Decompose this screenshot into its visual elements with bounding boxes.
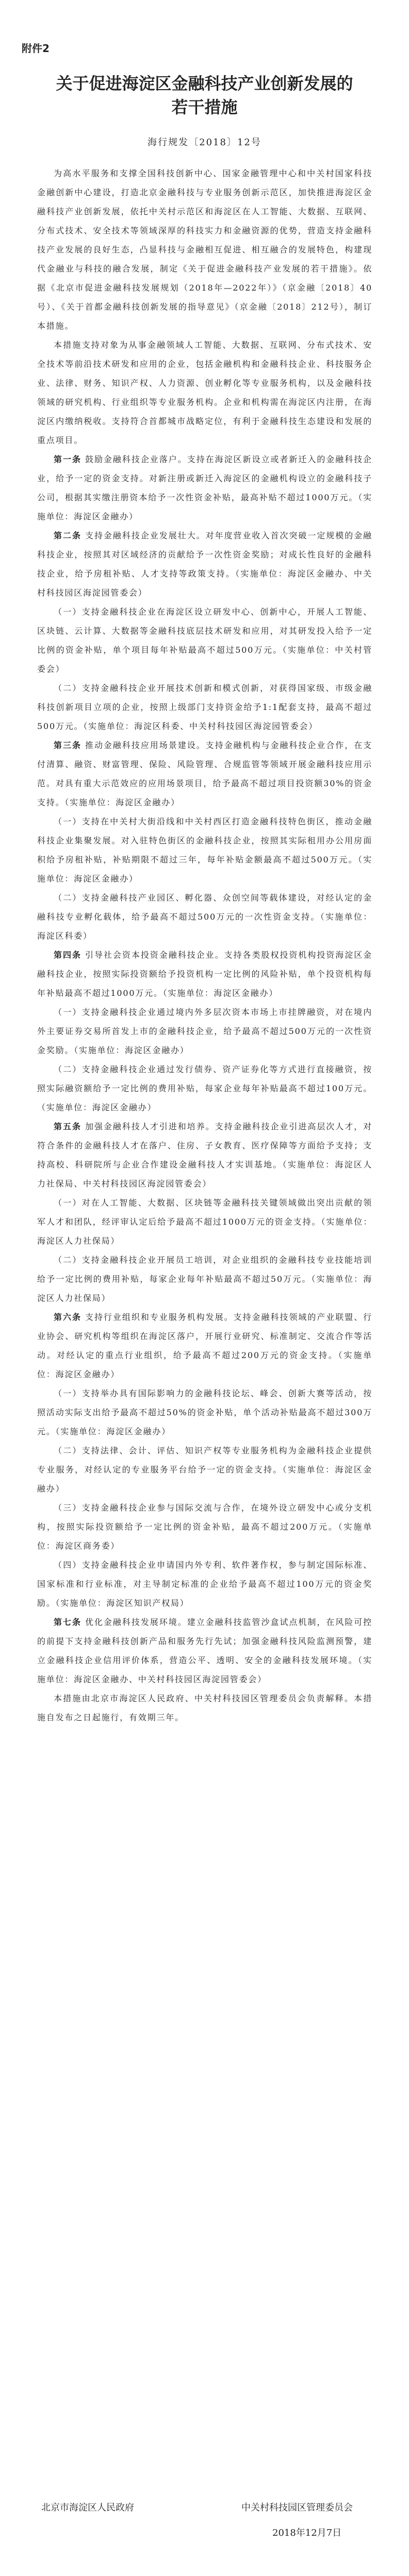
paragraph-text: （四）支持金融科技企业申请国内外专利、软件著作权，参与制定国际标准、国家标准和行业标准，对主导制定标准的企业给予最高不超过100万元的资金奖励。（实施单位：海淀区知识产权局）: [37, 1560, 372, 1608]
article-heading: 第四条: [54, 950, 81, 960]
document-title-line-1: 关于促进海淀区金融科技产业创新发展的: [56, 74, 353, 93]
body-paragraph: [37, 1250, 372, 1308]
paragraph-text: 推动金融科技应用场景建设。支持金融机构与金融科技企业合作，在支付清算、融资、财富管理、保险、风险管理、合规监管等领域开展金融科技应用示范。对具有重大示范效应的应用场景项目，给予最高不超过项目投资额30%的资金支持。（实施单位：海淀区金融办）: [37, 740, 372, 807]
paragraph-text: （二）支持法律、会计、评估、知识产权等专业服务机构为金融科技企业提供专业服务，对经认定的专业服务平台给予一定的资金支持。（实施单位：海淀区金融办）: [37, 1446, 372, 1494]
paragraph-text: （一）支持金融科技企业通过境内外多层次资本市场上市挂牌融资，对在境内外主要证券交易所首发上市的金融科技企业，给予最高不超过500万元的一次性资金奖励。（实施单位：海淀区金融办）: [37, 1007, 372, 1055]
paragraph-text: 为高水平服务和支撑全国科技创新中心、国家金融管理中心和中关村国家科技金融创新中心建设，打造北京金融科技与专业服务创新示范区，加快推进海淀区金融科技产业创新发展，依托中关村示范区和海淀区在人工智能、大数据、互联网、分布式技术、安全技术等领域深厚的科技实力和金融资源的优势，营造支持金融科技产业发展的良好生态，凸显科技与金融相互促进、相互融合的发展特色，构建现代金融业与科技的融合发展，制定《关于促进金融科技产业发展的若干措施》。依据《北京市促进金融科技发展规划（2018年—2022年）》（京金融〔2018〕40号）、《关于首都金融科技创新发展的指导意见》（京金融〔2018〕212号），制订本措施。: [37, 168, 372, 331]
signature-right: 中关村科技园区管理委员会: [241, 2502, 353, 2513]
paragraph-text: （三）支持金融科技企业参与国际交流与合作，在境外设立研发中心或分支机构，按照实际投资额给予一定比例的资金补贴，最高不超过200万元。（实施单位：海淀区商务委）: [37, 1503, 372, 1551]
article-heading: 第三条: [54, 740, 81, 750]
body-paragraph: [37, 1117, 372, 1193]
document-title-line-2: 若干措施: [171, 97, 238, 117]
body-paragraph: [37, 1689, 372, 1727]
attachment-label: 附件2: [22, 42, 50, 55]
article-heading: 第六条: [54, 1312, 81, 1322]
paragraph-text: （一）支持在中关村大街沿线和中关村西区打造金融科技特色街区，推动金融科技企业集聚发展。对入驻特色街区的金融科技企业，按照其实际租用办公用房面积给予房租补贴，补贴期限不超过三年，每年补贴金额最高不超过500万元。（实施单位：海淀区金融办）: [37, 817, 372, 884]
body-paragraph: [37, 335, 372, 450]
paragraph-text: 加强金融科技人才引进和培养。支持金融科技企业引进高层次人才，对符合条件的金融科技人才在落户、住房、子女教育、医疗保障等方面给予支持；支持高校、科研院所与企业合作建设金融科技人才实训基地。（实施单位：海淀区人力社保局、中关村科技园区海淀园管委会）: [37, 1122, 372, 1189]
body-paragraph: [37, 1555, 372, 1613]
body-paragraph: [37, 450, 372, 526]
body-paragraph: [37, 736, 372, 812]
paragraph-text: 本措施支持对象为从事金融领域人工智能、大数据、互联网、分布式技术、安全技术等前沿技术研发和应用的企业，包括金融机构和金融科技企业、科技服务企业、法律、财务、知识产权、人力资源、创业孵化等专业服务机构，以及金融科技领域的研究机构、行业组织等专业服务机构。企业和机构需在海淀区内注册，在海淀区内缴纳税收。支持符合首都城市战略定位，有利于金融科技生态建设和发展的重点项目。: [37, 340, 372, 445]
document-body: [37, 164, 372, 1727]
article-heading: 第一条: [54, 454, 81, 464]
signature-left: 北京市海淀区人民政府: [41, 2502, 134, 2513]
paragraph-text: （一）支持金融科技企业在海淀区设立研发中心、创新中心，开展人工智能、区块链、云计算、大数据等金融科技底层技术研发和应用，对其研发投入给予一定比例的资金补贴，单个项目每年补贴最高不超过500万元。（实施单位：中关村管委会）: [37, 607, 372, 674]
article-heading: 第二条: [54, 531, 81, 540]
paragraph-text: （二）支持金融科技产业园区、孵化器、众创空间等载体建设，对经认定的金融科技专业孵化载体，给予最高不超过500万元的一次性资金支持。（实施单位：海淀区科委）: [37, 893, 372, 941]
article-heading: 第五条: [54, 1122, 81, 1131]
paragraph-text: 优化金融科技发展环境。建立金融科技监管沙盒试点机制，在风险可控的前提下支持金融科技创新产品和服务先行先试；加强金融科技风险监测预警，建立金融科技企业信用评价体系，营造公平、透明、安全的金融科技发展环境。（实施单位：海淀区金融办、中关村科技园区海淀园管委会）: [37, 1617, 372, 1684]
paragraph-text: 支持金融科技企业发展壮大。对年度营业收入首次突破一定规模的金融科技企业，按照其对区域经济的贡献给予一次性资金奖励；对成长性良好的金融科技企业，给予房租补贴、人才支持等政策支持。（实施单位：海淀区金融办、中关村科技园区海淀园管委会）: [37, 531, 372, 598]
body-paragraph: [37, 164, 372, 335]
body-paragraph: [37, 1193, 372, 1250]
body-paragraph: [37, 888, 372, 945]
paragraph-text: 支持行业组织和专业服务机构发展。支持金融科技领域的产业联盟、行业协会、研究机构等组织在海淀区落户，开展行业研究、标准制定、交流合作等活动。对经认定的重点行业组织，给予最高不超过200万元的资金支持。（实施单位：海淀区金融办）: [37, 1312, 372, 1379]
body-paragraph: [37, 1003, 372, 1060]
document-number: 海行规发〔2018〕12号: [148, 137, 261, 148]
body-paragraph: [37, 1498, 372, 1555]
paragraph-text: （二）支持金融科技企业开展技术创新和模式创新，对获得国家级、市级金融科技创新项目立项的企业，按照上级部门支持资金给予1:1配套支持，最高不超过500万元。（实施单位：海淀区科委、中关村科技园区海淀园管委会）: [37, 683, 372, 731]
body-paragraph: [37, 679, 372, 736]
body-paragraph: [37, 945, 372, 1003]
paragraph-text: 鼓励金融科技企业落户。支持在海淀区新设立或者新迁入的金融科技企业，给予一定的资金支持。对新注册或新迁入海淀区的金融机构设立的金融科技子公司，根据其实缴注册资本给予一次性资金补贴，最高补贴不超过1000万元。（实施单位：海淀区金融办）: [37, 454, 372, 521]
body-paragraph: [37, 1384, 372, 1441]
body-paragraph: [37, 526, 372, 602]
article-heading: 第七条: [54, 1617, 81, 1627]
paragraph-text: （一）对在人工智能、大数据、区块链等金融科技关键领域做出突出贡献的领军人才和团队，经评审认定后给予最高不超过1000万元的资金支持。（实施单位：海淀区人力社保局）: [37, 1198, 372, 1246]
body-paragraph: [37, 602, 372, 679]
paragraph-text: 引导社会资本投资金融科技企业。支持各类股权投资机构投资海淀区金融科技企业，按照实际投资额给予投资机构一定比例的风险补贴，单个投资机构每年补贴最高不超过1000万元。（实施单位：海淀区金融办）: [37, 950, 372, 998]
body-paragraph: [37, 812, 372, 888]
paragraph-text: 本措施由北京市海淀区人民政府、中关村科技园区管理委员会负责解释。本措施自发布之日起施行，有效期三年。: [37, 1693, 372, 1722]
paragraph-text: （二）支持金融科技企业开展员工培训，对企业组织的金融科技专业技能培训给予一定比例的费用补贴，每家企业每年补贴最高不超过50万元。（实施单位：海淀区人力社保局）: [37, 1255, 372, 1303]
paragraph-text: （二）支持金融科技企业通过发行债券、资产证券化等方式进行直接融资，按照实际融资额给予一定比例的费用补贴，每家企业每年补贴最高不超过100万元。（实施单位：海淀区金融办）: [37, 1064, 372, 1112]
body-paragraph: [37, 1060, 372, 1117]
body-paragraph: [37, 1613, 372, 1689]
signature-date: 2018年12月7日: [272, 2528, 342, 2538]
paragraph-text: （一）支持举办具有国际影响力的金融科技论坛、峰会、创新大赛等活动，按照活动实际支出给予最高不超过50%的资金补贴，单个活动补贴最高不超过300万元。（实施单位：海淀区金融办）: [37, 1388, 372, 1436]
body-paragraph: [37, 1308, 372, 1384]
body-paragraph: [37, 1441, 372, 1498]
